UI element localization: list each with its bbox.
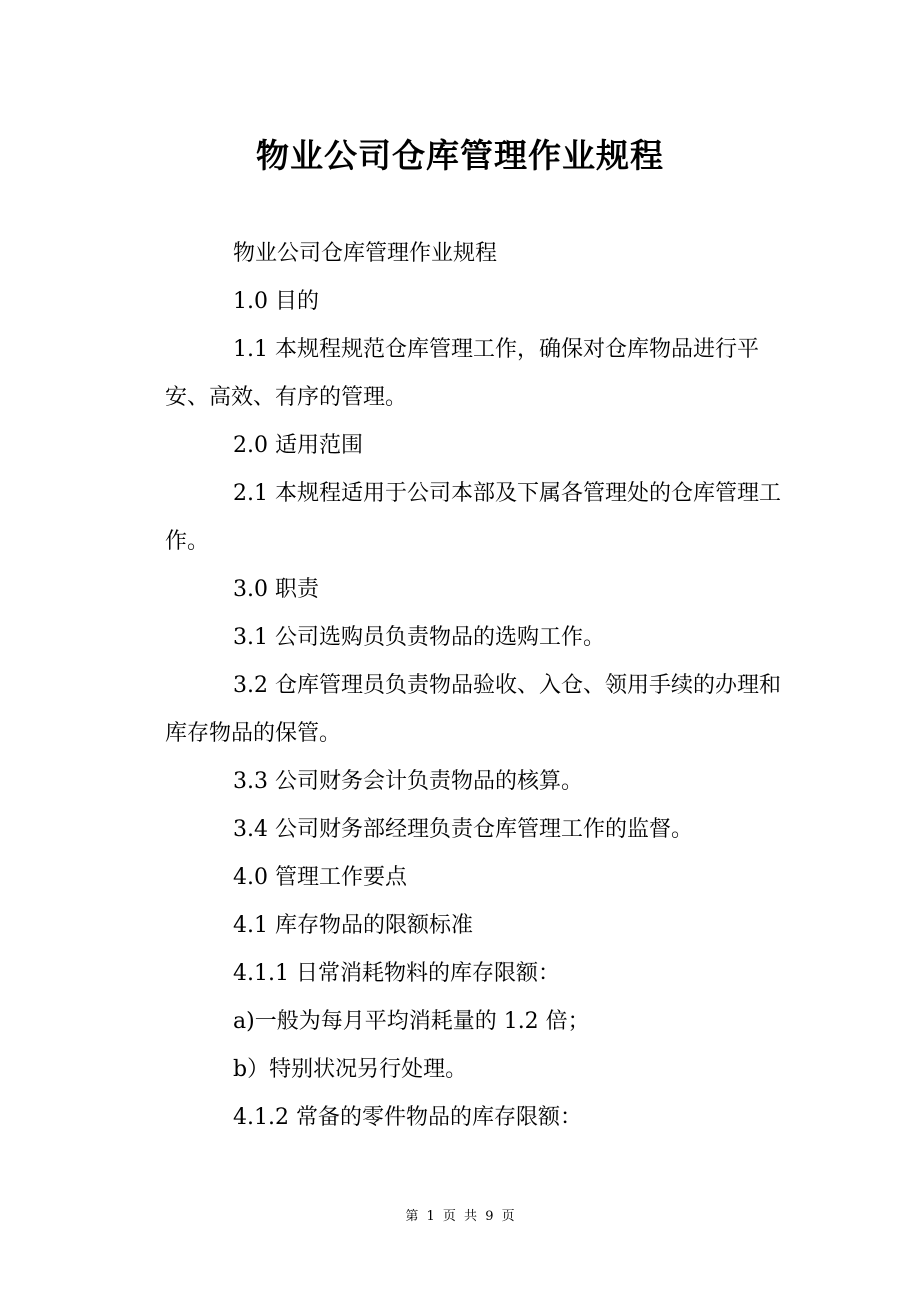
paragraph: 2.1 本规程适用于公司本部及下属各管理处的仓库管理工作。: [165, 481, 781, 554]
section-heading: 3.0 职责: [233, 577, 319, 602]
subsection-heading: 4.1 库存物品的限额标准: [233, 913, 473, 938]
paragraph: 3.1 公司选购员负责物品的选购工作。: [233, 625, 605, 650]
page-footer: 第 1 页 共 9 页: [405, 1209, 515, 1224]
section-heading: 1.0 目的: [233, 289, 319, 314]
list-item: a)一般为每月平均消耗量的 1.2 倍；: [233, 1009, 590, 1034]
paragraph: 3.2 仓库管理员负责物品验收、入仓、领用手续的办理和库存物品的保管。: [165, 673, 781, 746]
paragraph: 3.3 公司财务会计负责物品的核算。: [233, 769, 583, 794]
paragraph: 物业公司仓库管理作业规程: [233, 241, 498, 266]
paragraph: 3.4 公司财务部经理负责仓库管理工作的监督。: [233, 817, 693, 842]
section-heading: 4.0 管理工作要点: [233, 865, 407, 890]
document-title: 物业公司仓库管理作业规程: [256, 136, 664, 175]
paragraph: 1.1 本规程规范仓库管理工作，确保对仓库物品进行平安、高效、有序的管理。: [165, 337, 759, 410]
list-item: b）特别状况另行处理。: [233, 1057, 468, 1082]
paragraph: 4.1.2 常备的零件物品的库存限额：: [233, 1105, 582, 1130]
document-body: [165, 230, 785, 1142]
paragraph: 4.1.1 日常消耗物料的库存限额：: [233, 961, 560, 986]
section-heading: 2.0 适用范围: [233, 433, 363, 458]
